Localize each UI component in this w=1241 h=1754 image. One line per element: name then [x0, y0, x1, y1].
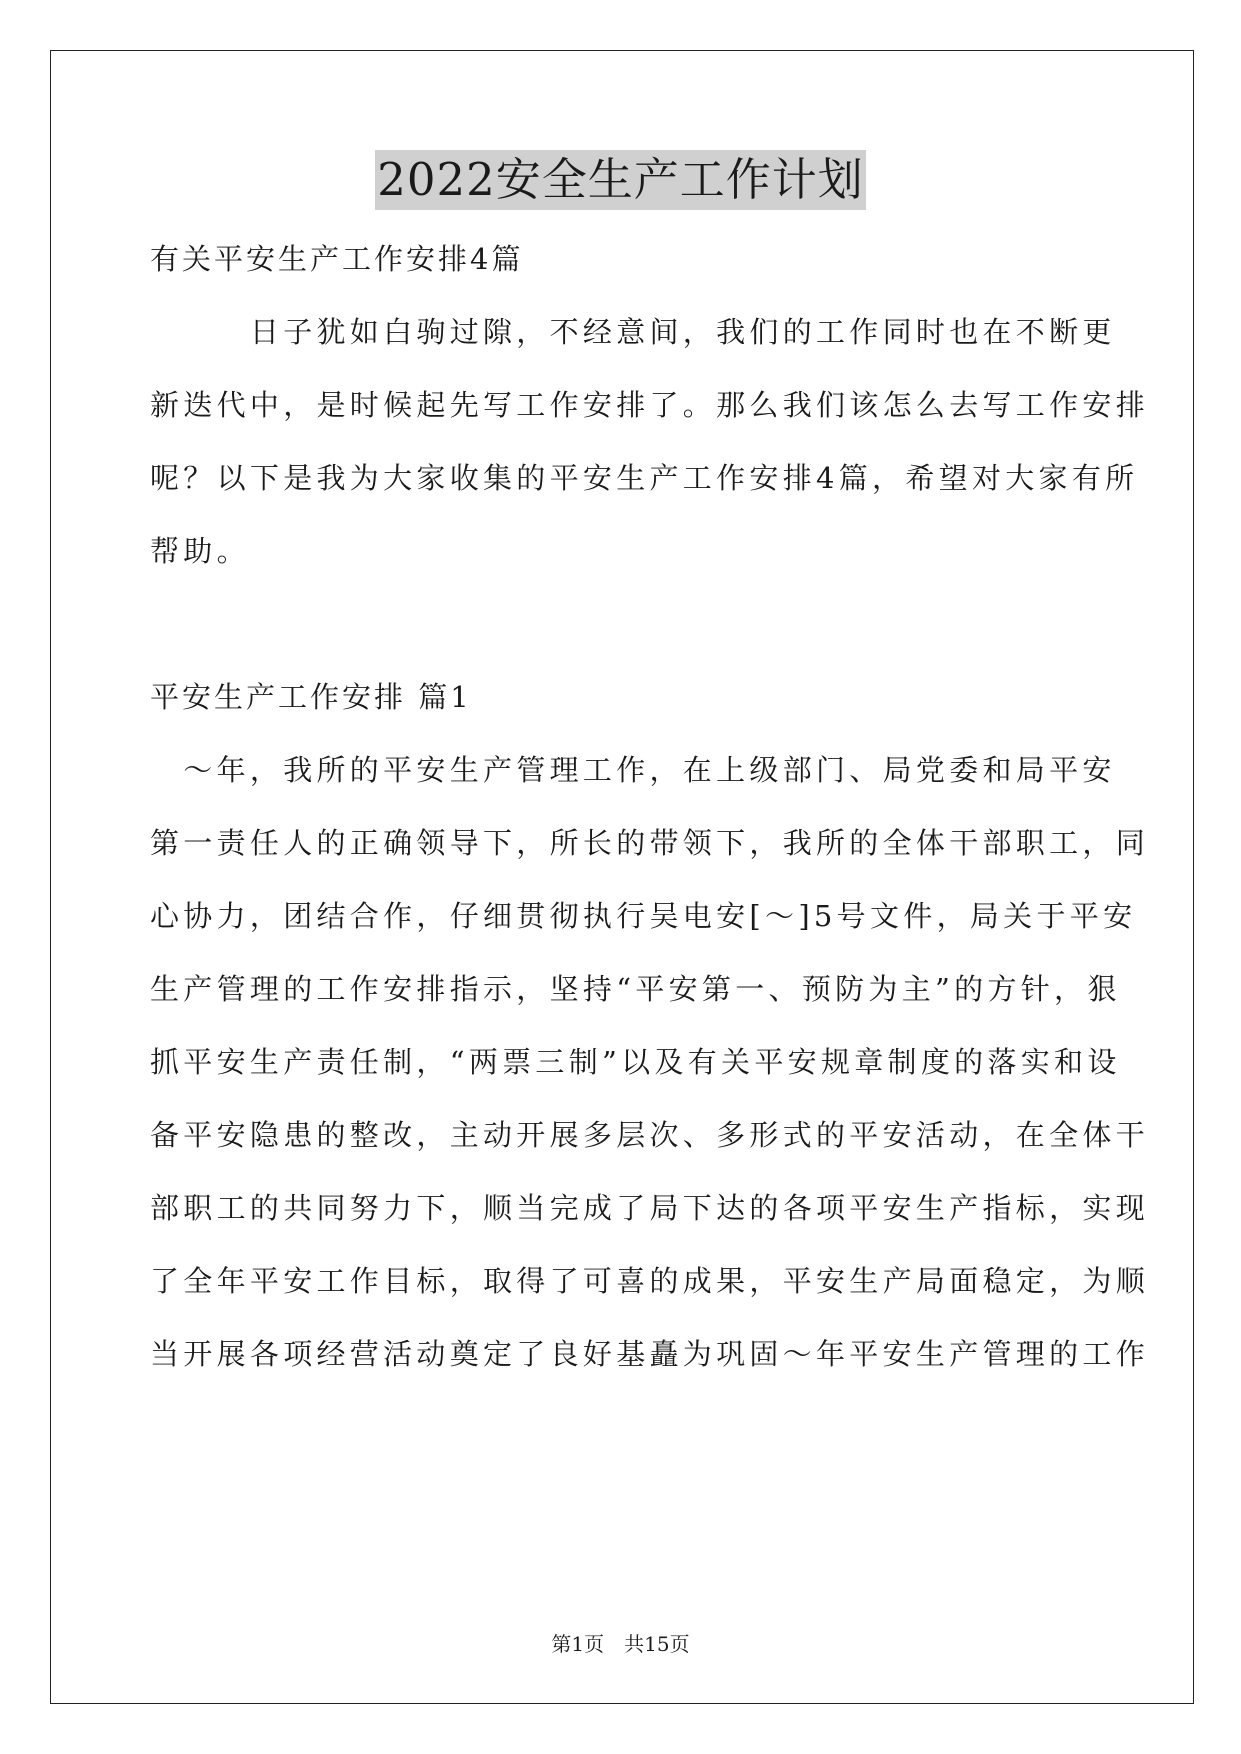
section-line-5: 抓平安生产责任制，“两票三制”以及有关平安规章制度的落实和设 — [150, 1045, 1121, 1079]
section-line-2: 第一责任人的正确领导下，所长的带领下，我所的全体干部职工，同 — [150, 826, 1150, 860]
intro-line-2: 新迭代中，是时候起先写工作安排了。那么我们该怎么去写工作安排 — [150, 388, 1150, 422]
section-line-4: 生产管理的工作安排指示，坚持“平安第一、预防为主”的方针，狠 — [150, 972, 1121, 1006]
section-line-7: 部职工的共同努力下，顺当完成了局下达的各项平安生产指标，实现 — [150, 1191, 1150, 1225]
title-wrap — [0, 150, 1241, 210]
page-footer: 第1页 共15页 — [551, 1632, 690, 1656]
page-border — [50, 50, 1194, 1704]
section-line-6: 备平安隐患的整改，主动开展多层次、多形式的平安活动，在全体干 — [150, 1118, 1150, 1152]
section-line-9: 当开展各项经营活动奠定了良好基矗为巩固～年平安生产管理的工作 — [150, 1337, 1150, 1371]
document-title: 2022安全生产工作计划 — [375, 150, 866, 210]
document-subtitle: 有关平安生产工作安排4篇 — [150, 242, 524, 276]
section-line-8: 了全年平安工作目标，取得了可喜的成果，平安生产局面稳定，为顺 — [150, 1264, 1150, 1298]
intro-line-1: 日子犹如白驹过隙，不经意间，我们的工作同时也在不断更 — [150, 315, 1116, 349]
section-heading: 平安生产工作安排 篇1 — [150, 680, 472, 714]
intro-line-3: 呢？以下是我为大家收集的平安生产工作安排4篇，希望对大家有所 — [150, 461, 1139, 495]
section-line-1: ～年，我所的平安生产管理工作，在上级部门、局党委和局平安 — [150, 753, 1116, 787]
section-line-3: 心协力，团结合作，仔细贯彻执行吴电安[～]5号文件，局关于平安 — [150, 899, 1137, 933]
intro-line-4: 帮助。 — [150, 534, 250, 568]
